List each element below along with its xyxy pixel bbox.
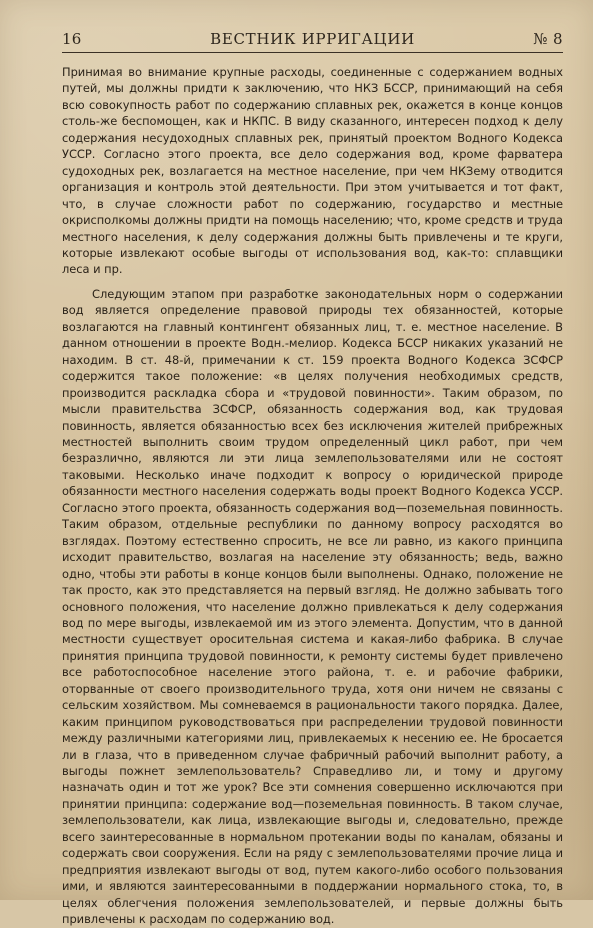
page-header	[62, 30, 563, 53]
page-number: 16	[62, 30, 82, 48]
journal-title: ВЕСТНИК ИРРИГАЦИИ	[210, 30, 415, 48]
issue-number: № 8	[533, 30, 563, 48]
paragraph-1: Принимая во внимание крупные расходы, соединенные с содержанием водных путей, мы должны придти к заключению, что НКЗ БССР, принимающий на себя всю совокупность работ по содержанию сплавных рек, окажется в конце концов столь-же беспомощен, как и НКПС. В виду сказанного, интересен подход к делу содержания несудоходных сплавных рек, принятый проектом Водного Кодекса УССР. Согласно этого проекта, все дело содержания вод, кроме фарватера судоходных рек, возлагается на местное население, при чем НКЗему отводится организация и контроль этой деятельности. При этом учитывается и тот факт, что, в случае сложности работ по содержанию, государство и местные окрисполкомы должны придти на помощь населению; что, кроме средств и труда местного населения, к делу содержания должны быть привлечены и те круги, которые извлекают особые выгоды от использования вод, как-то: сплавщики леса и пр.	[62, 65, 563, 277]
paragraph-2: Следующим этапом при разработке законодательных норм о содержании вод является определение правовой природы тех обязанностей, которые возлагаются на главный контингент обязанных лиц, т. е. местное население. В данном отношении в проекте Водн.-мелиор. Кодекса БССР никаких указаний не находим. В ст. 48-й, примечании к ст. 159 проекта Водного Кодекса ЗСФСР содержится такое положение: «в целях получения необходимых средств, производится раскладка сбора и «трудовой повинности». Таким образом, по мысли правительства ЗСФСР, обязанность содержания вод, как трудовая повинность, является обязанностью всех без исключения жителей прибрежных местностей выполнить своим трудом определенный цикл работ, при чем безразлично, являются ли эти лица землепользователями или не состоят таковыми. Несколько иначе подходит к вопросу о юридической природе обязанности местного населения содержать воды проект Водного Кодекса УССР. Согласно этого проекта, обязанность содержания вод—поземельная повинность. Таким образом, отдельные республики по данному вопросу расходятся во взглядах. Поэтому естественно спросить, не все ли равно, из какого принципа исходит правительство, возлагая на население эту обязанность; ведь, важно одно, чтобы эти работы в конце концов были выполнены. Однако, положение не так просто, как это представляется на первый взгляд. Не должно забывать того основного положения, что население должно привлекаться к делу содержания вод по мере выгоды, извлекаемой им из этого элемента. Допустим, что в данной местности существует оросительная система и какая-либо фабрика. В случае принятия принципа трудовой повинности, к ремонту системы будет привлечено все работоспособное население этого района, т. е. и рабочие фабрики, оторванные от своего производительного труда, хотя они ничем не связаны с сельским хозяйством. Мы сомневаемся в рациональности такого порядка. Далее, каким принципом руководствоваться при распределении трудовой повинности между различными категориями лиц, привлекаемых к несению ее. Не бросается ли в глаза, что в приведенном случае фабричный рабочий выполнит работу, а выгоды пожнет землепользователь? Справедливо ли, и тому и другому назначать один и тот же урок? Все эти сомнения совершенно исключаются при принятии принципа: содержание вод—поземельная повинность. В таком случае, землепользователи, как лица, извлекающие выгоды и, следовательно, прежде всего заинтересованные в нормальном протекании воды по каналам, обязаны и содержать свои сооружения. Если на ряду с землепользователями прочие лица и предприятия извлекают выгоды от вод, путем какого-либо особого пользования ими, и являются заинтересованными в поддержании нормального стока, то, в целях облегчения положения землепользователей, и первые должны быть привлечены к расходам по содержанию вод.	[62, 286, 563, 927]
article-body	[62, 64, 563, 927]
